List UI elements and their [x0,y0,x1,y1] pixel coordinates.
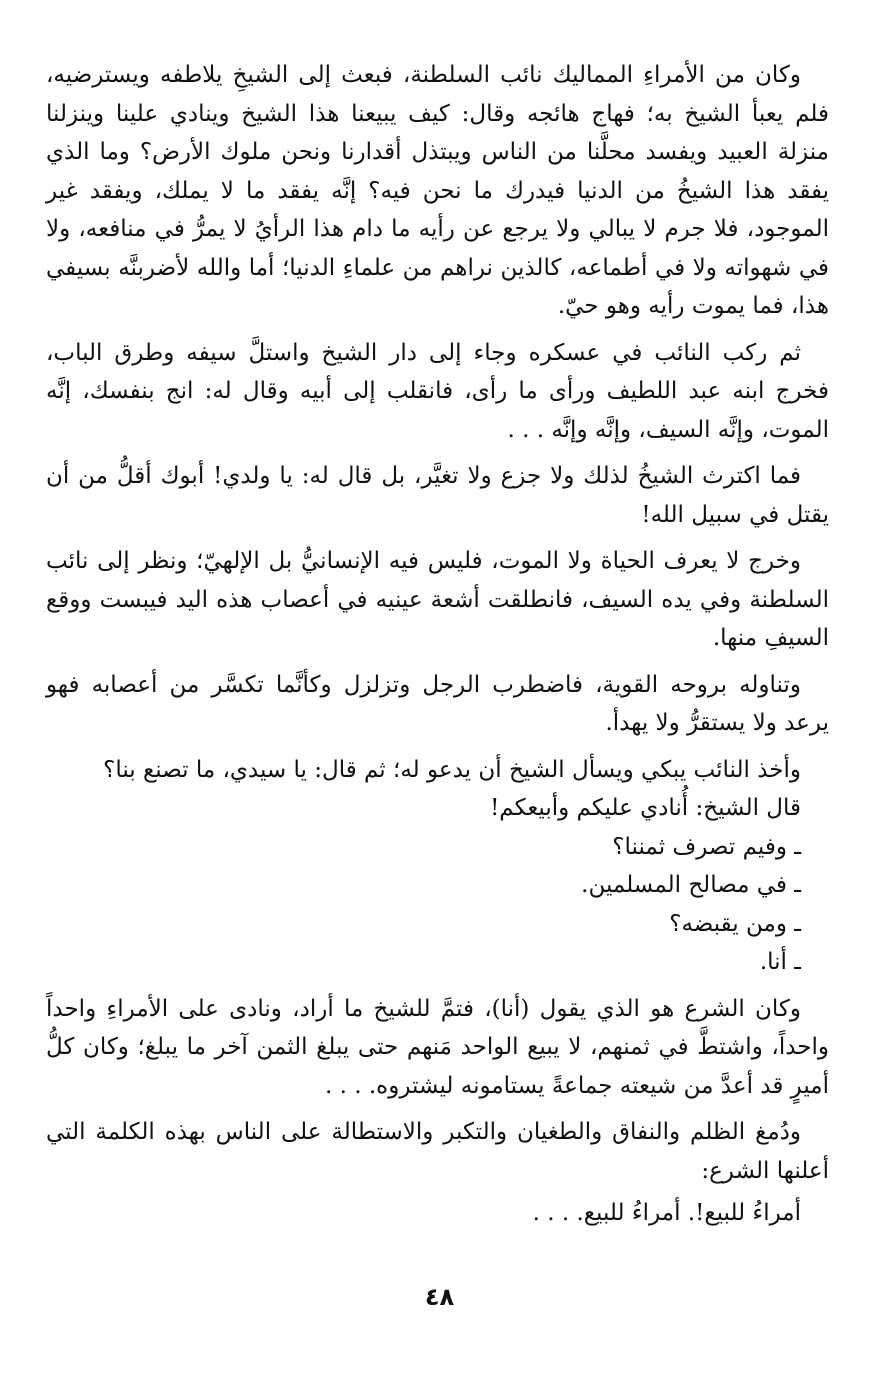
closing-line: أمراءُ للبيع!. أمراءُ للبيع. . . . [532,1200,801,1226]
dialog-line: ـ ومن يقبضه؟ [669,910,801,937]
paragraph-naib-rides: ثم ركب النائب في عسكره وجاء إلى دار الشيخ واستلَّ سيفه وطرق الباب، فخرج ابنه عبد اللطيف ورأى ما رأى، فانقلب إلى أبيه وقال له: انج بنفسك، إنَّه الموت، وإنَّه السيف، وإنَّه وإنَّه . . . [46,339,829,443]
paragraph-naib-al-saltana: وكان من الأمراءِ المماليك نائب السلطنة، فبعث إلى الشيخِ يلاطفه ويسترضيه، فلم يعبأ الشيخ به؛ فهاج هائجه وقال: كيف يبيعنا هذا الشيخ وينادي علينا وينزلنا منزلة العبيد ويفسد محلَّنا من الناس ويبتذل أقدارنا ونحن ملوك الأرض؟ وما الذي يفقد هذا الشيخُ من الدنيا فيدرك ما نحن فيه؟ إنَّه يفقد ما لا يملك، ويفقد غير الموجود، فلا جرم لا يبالي ولا يرجع عن رأيه ما دام هذا الرأيُ لا يمرُّ في منافعه، ولا في شهواته ولا في أطماعه، كالذين نراهم من علماءِ الدنيا؛ أما والله لأضربنَّه بسيفي هذا، فما يموت رأيه وهو حيّ. [46,62,829,319]
paragraph-sheikh-says: قال الشيخ: أُنادي عليكم وأبيعكم! [490,795,801,821]
paragraph-injustice-stamped: ودُمغ الظلم والنفاق والطغيان والتكبر والاستطالة على الناس بهذه الكلمة التي أعلنها الشرع: [46,1119,829,1184]
dialog-line: ـ في مصالح المسلمين. [581,872,801,898]
paragraph-naib-weeps: وأخذ النائب يبكي ويسأل الشيخ أن يدعو له؛ ثم قال: يا سيدي، ما تصنع بنا؟ [103,756,801,783]
page-number: ٤٨ [424,1283,455,1311]
page-body-text [46,56,829,1233]
paragraph-man-trembles: وتناوله بروحه القوية، فاضطرب الرجل وتزلزل وكأنَّما تكسَّر من أعصابه فهو يرعد ولا يستقرُّ ولا يهدأ. [46,671,829,736]
paragraph-sharia-says-ana: وكان الشرع هو الذي يقول (أنا)، فتمَّ للشيخ ما أراد، ونادى على الأمراءِ واحداً واحداً، واشتطَّ في ثمنهم، لا يبيع الواحد مَنهم حتى يبلغ الثمن آخر ما يبلغ؛ وكان كلُّ أميرٍ قد أعدَّ من شيعته جماعةً يستامونه ليشتروه. . . . [46,995,829,1099]
paragraph-sheikh-goes-out: وخرج لا يعرف الحياة ولا الموت، فليس فيه الإنسانيُّ بل الإلهيّ؛ ونظر إلى نائب السلطنة وفي يده السيف، فانطلقت أشعة عينيه في أعصاب هذه اليد فيبست ووقع السيفِ منها. [46,548,829,651]
paragraph-sheikh-unmoved: فما اكترث الشيخُ لذلك ولا جزع ولا تغيَّر، بل قال له: يا ولدي! أبوك أقلُّ من أن يقتل في سبيل الله! [46,463,829,528]
dialog-line: ـ أنا. [759,949,801,975]
dialog-line: ـ وفيم تصرف ثمننا؟ [612,833,801,860]
